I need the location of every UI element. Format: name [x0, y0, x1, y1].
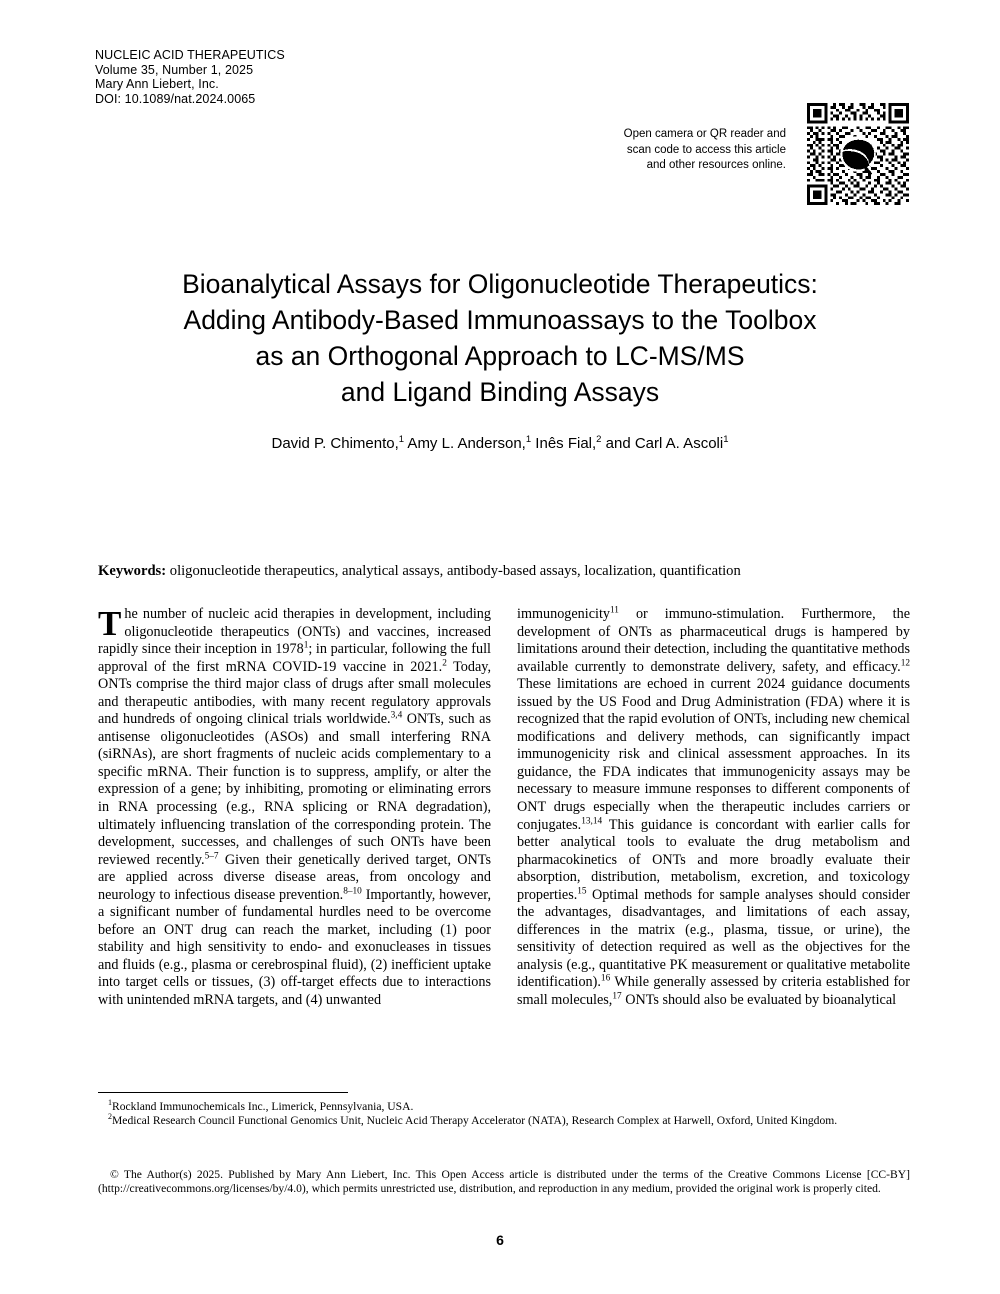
footnote-divider — [98, 1092, 348, 1093]
intro-paragraph-continued — [517, 606, 910, 1010]
author-4-affiliation-marker: 1 — [723, 434, 729, 445]
left-seg-6: Importantly, however, a significant number of fundamental hurdles need to be overcome before an ONT drug can reach the market, including (1) poor stability and high sensitivity to endo- and exonucleases in tissues and fluids (e.g., plasma or cerebrospinal fluid), (2) inefficient uptake into target cells or tissues, (3) off-target effects due to interactions with unintended mRNA targets, and (4) unwanted — [98, 886, 491, 1009]
citation-ref-13: 13,14 — [581, 815, 603, 826]
left-seg-1: he number of nucleic acid therapies in development, including oligonucleotide therapeutics (ONTs) and vaccines, increased rapidly since their inception in 1978 — [98, 606, 491, 658]
title-line-2: Adding Antibody-Based Immunoassays to the Toolbox — [183, 304, 817, 335]
citation-ref-2: 2 — [442, 657, 447, 668]
title-line-1: Bioanalytical Assays for Oligonucleotide Therapeutics: — [182, 268, 818, 299]
right-seg-3: These limitations are echoed in current 2024 guidance documents issued by the US Food and Drug Administration (FDA) where it is recognized that the rapid evolution of ONTs, including new chemical modifications and delivery methods, can significantly impact immunogenicity risk and clinical assessment approaches. In its guidance, the FDA indicates that immunogenicity assays may be necessary to measure immune responses to different components of ONT drugs especially when the therapeutic includes carriers or conjugates. — [517, 676, 910, 833]
left-seg-3: Today, ONTs comprise the third major class of drugs after small molecules and therapeutic antibodies, with many recent regulatory approvals and hundreds of ongoing clinical trials worldwide. — [98, 658, 491, 728]
citation-ref-17: 17 — [612, 991, 622, 1002]
title-line-4: and Ligand Binding Assays — [340, 376, 660, 407]
citation-ref-3: 3,4 — [390, 710, 403, 721]
body-column-right — [517, 606, 910, 1068]
footnote-1-marker: 1 — [108, 1098, 112, 1108]
journal-volume: Volume 35, Number 1, 2025 — [95, 62, 254, 77]
author-2-name: Amy L. Anderson, — [404, 435, 526, 452]
author-4-name: and Carl A. Ascoli — [601, 435, 724, 452]
footnote-1-text: Rockland Immunochemicals Inc., Limerick, Pennsylvania, USA. — [112, 1100, 414, 1113]
qr-caption-line-1: Open camera or QR reader and — [623, 128, 786, 140]
intro-paragraph — [98, 606, 491, 1010]
author-list — [100, 430, 900, 454]
right-seg-2: or immuno-stimulation. Furthermore, the development of ONTs as pharmaceutical drugs is hampered by limitations around their detection, including the quantitative methods available currently to demonstrate delivery, safety, and efficacy. — [517, 606, 910, 675]
author-1-affiliation-marker: 1 — [398, 434, 405, 445]
copyright-text: © The Author(s) 2025. Published by Mary Ann Liebert, Inc. This Open Access article is distributed under the terms of the Creative Commons License [CC-BY] (http://creativecommons.org/licenses/by/4.0), which permits unrestricted use, distribution, and reproduction in any medium, provided the original work is properly cited. — [98, 1168, 910, 1196]
page-number: 6 — [496, 1232, 504, 1248]
qr-caption — [624, 100, 786, 174]
left-seg-4: ONTs, such as antisense oligonucleotides (ASOs) and small interfering RNA (siRNAs), are short fragments of nucleic acids complementary to a specific mRNA. Their function is to suppress, amplify, or alter the expression of a gene; by inhibiting, promoting or eliminating errors in RNA processing (e.g., RNA splicing or RNA degradation), ultimately influencing translation of the corresponding protein. The development, successes, and challenges of such ONTs have been reviewed recently. — [98, 711, 491, 868]
citation-ref-5: 8–10 — [343, 886, 362, 897]
citation-ref-11: 11 — [610, 605, 619, 616]
footnote-2 — [98, 1114, 910, 1128]
page-title — [100, 266, 900, 410]
right-seg-1: immunogenicity — [517, 606, 610, 622]
journal-name: NUCLEIC ACID THERAPEUTICS — [95, 48, 285, 62]
footnote-2-text: Medical Research Council Functional Genomics Unit, Nucleic Acid Therapy Accelerator (NATA), Research Complex at Harwell, Oxford, United Kingdom. — [112, 1114, 838, 1128]
affiliation-footnotes — [98, 1100, 910, 1128]
author-2-affiliation-marker: 1 — [525, 434, 532, 445]
author-3-affiliation-marker: 2 — [596, 434, 602, 445]
journal-masthead — [95, 48, 285, 106]
citation-ref-12: 12 — [900, 657, 910, 668]
right-seg-5: Optimal methods for sample analyses should consider the advantages, disadvantages, and limitations of each assay, differences in the matrix (e.g., plasma, tissue, or urine), the sensitivity of detection required as well as the objectives for the analysis (e.g., quantitative PK measurement or qualitative metabolite identification). — [517, 886, 910, 991]
qr-code-icon[interactable] — [804, 100, 912, 208]
body-columns — [98, 606, 910, 1068]
journal-doi: DOI: 10.1089/nat.2024.0065 — [95, 91, 256, 106]
body-column-left — [98, 606, 491, 1068]
right-seg-6: While generally assessed by criteria established for small molecules, — [517, 974, 910, 1009]
footnote-1 — [98, 1100, 910, 1114]
qr-caption-line-3: and other resources online. — [646, 159, 786, 171]
qr-access-block — [624, 100, 912, 208]
keywords-label: Keywords: — [98, 563, 167, 579]
citation-ref-15: 15 — [577, 886, 587, 897]
left-seg-5: Given their genetically derived target, ONTs are applied across diverse disease areas, from oncology and neurology to infectious disease prevention. — [98, 851, 491, 903]
citation-ref-16: 16 — [600, 973, 611, 984]
title-line-3: as an Orthogonal Approach to LC-MS/MS — [255, 340, 745, 371]
citation-ref-4: 5–7 — [204, 850, 219, 861]
right-seg-7: ONTs should also be evaluated by bioanalytical — [621, 992, 897, 1009]
author-3-name: Inês Fial, — [531, 435, 597, 452]
copyright-notice — [98, 1168, 910, 1196]
author-1-name: David P. Chimento, — [271, 435, 399, 452]
drop-cap: T — [98, 604, 122, 643]
footnote-2-marker: 2 — [108, 1112, 112, 1122]
citation-ref-1: 1 — [303, 640, 309, 651]
keywords-value: oligonucleotide therapeutics, analytical assays, antibody-based assays, localization, quantification — [169, 563, 741, 579]
keywords-line — [98, 562, 910, 581]
qr-caption-line-2: scan code to access this article — [626, 143, 786, 156]
right-seg-4: This guidance is concordant with earlier calls for better analytical tools to evaluate the drug metabolism and pharmacokinetics of ONTs and more broadly evaluate their absorption, distribution, metabolism, excretion, and toxicology properties. — [517, 816, 910, 903]
journal-publisher: Mary Ann Liebert, Inc. — [95, 77, 219, 92]
left-seg-2: ; in particular, following the full approval of the first mRNA COVID-19 vaccine in 2021. — [98, 641, 491, 675]
